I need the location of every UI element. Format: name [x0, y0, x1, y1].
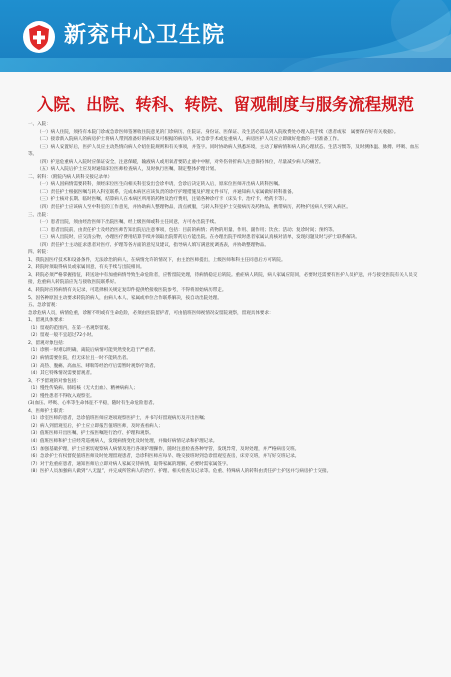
document-body — [28, 121, 426, 669]
document-title: 入院、出院、转科、转院、留观制度与服务流程规范 — [37, 95, 414, 114]
document-paragraph: （2）留观一般不宜超过72小时。 — [28, 333, 96, 339]
document-paragraph: （三）病人出院时，应交清公物，办理医疗费用结算手续并领取出院带药后方能出院。在办理出院手续时患者家属认真核对清单，发现问题及时与护士联系解决。 — [37, 235, 360, 241]
document-paragraph: （8）医护人员加强病人做到“八无温”，并完成所管病人的治疗、护理、相关检查及记录等。危重、特殊病人的转科由责任护士护送并与病房护士交接。 — [28, 469, 332, 475]
document-paragraph: （二）责任护士根据医嘱与转入科室联系，完成本病区应该负责的诊疗护理措施及护理文件书写，并通知病人家属做好转科准备。 — [37, 189, 297, 195]
document-paragraph: 4、医师护士职责： — [28, 408, 68, 414]
document-paragraph: （1）诊室医师的患者，急诊值班医师应逐项观察医护士，并书写好留观病历及开出医嘱； — [28, 416, 209, 422]
document-paragraph: （三）病人安置好后，医护人员应主动热情向病人介绍住院规则和有关事项，并签字。同时协助病人熟悉环境，主动了解病情和病人的心理状态、生活习惯等，及时测体温、脉搏、呼吸、血压等。 — [28, 144, 419, 158]
document-paragraph: （2）病情需要住院，但无床位且一时不能转出者。 — [28, 355, 131, 361]
document-paragraph: 一、入院： — [28, 122, 51, 127]
hospital-header-banner — [0, 0, 451, 72]
document-paragraph: （3）值班医师开出医嘱，护士按医嘱进行治疗、护理和观察。 — [28, 431, 154, 437]
document-paragraph: （3）高热、腹痛、高血压、哮喘等经治疗后需暂时观察疗效者。 — [28, 363, 159, 369]
document-paragraph: 3、不予留观的对象包括： — [28, 378, 81, 384]
document-paragraph: （2）病人到留观室后，护士应立即报告值班医师，及时查看病人； — [28, 423, 163, 429]
document-paragraph: 1、我院因医疗技术和设备条件，无法诊治的病人，在病情允许的情况下，由主治医师提出，上级医师和科主任同意后方可转院。 — [28, 257, 286, 263]
document-paragraph: （6）急诊护士有权督促值班医师及时处理留观患者，急诊科医师应每早、晚交接班时到急诊留观室查房，床旁交班，并写好交班记录。 — [28, 454, 300, 460]
document-paragraph: （7）对于危重症患者，通知医师后立即对病人家属交待病情，取得家属的理解，必要时需家属签字。 — [28, 461, 231, 467]
document-paragraph: 四、转院： — [28, 250, 51, 256]
hospital-name: 新兖中心卫生院 — [64, 23, 226, 48]
document-paragraph: （1）慢性传染病、肺结核（无大出血）、精神病病人； — [28, 386, 138, 392]
document-paragraph: （4）其它特殊情况需要留观者。 — [28, 371, 95, 377]
document-paragraph: （四）责任护士主动征求患者对医疗、护理等各方面的意见及建议，指导病人填写满意度调查表，并协助整理物品。 — [37, 242, 269, 248]
document-paragraph: （5）加强基础护理，护士应密切观察病人病情及进行各项护理操作，随时注意检查各种导管，发现异常，及时处理，并严格病房交班。 — [28, 446, 300, 452]
document-paragraph: （一）患者出院，须由经治医师下出院医嘱，经上级医师或科主任同意，方可办出院手续。 — [37, 220, 219, 226]
document-paragraph: 1、留观具体要求： — [28, 318, 68, 324]
document-paragraph: 2、转院时须取得病员或家属同意，有关手续与出院相同。 — [28, 265, 145, 271]
document-paragraph: （1）诊断一时难以明确，离院后病情可能突然变化趋于严重者。 — [28, 348, 159, 354]
document-paragraph: 5、因各种原因主动要求转院的病人，由病人本人、家属或单位合作联系解决，按自动出院处理。 — [28, 295, 222, 301]
document-paragraph: 五、急诊留观： — [28, 303, 60, 309]
document-paragraph: （四）护送危重病人入院时应保证安全，注意保暖，输液病人或用氧者要防止液中中断，对外伤骨折病人注意保持体位，尽量减少病人的痛苦。 — [37, 159, 324, 165]
document-paragraph: （三）护士核对长期、临时医嘱，结算病人在本病区所用的药物及治疗费用，注销各种诊疗卡（床头卡、治疗卡、给药卡等）。 — [37, 197, 290, 203]
document-paragraph: （2）慢性患者不得收入观察室。 — [28, 393, 95, 399]
document-paragraph: 急诊危病人员，病情危重，诊断不明或有生命危险，必须由医院留护者，可由值班医师视情况安留院观察，留观具体要求： — [28, 310, 274, 316]
document-paragraph: （二）患者出院前，由责任护士及经治医师告知出院后注意事项，包括：目前的病情；药物的用量、作用、副作用；饮食；活动；复诊时间；预约等。 — [37, 227, 338, 233]
document-paragraph: 3、转院必须严格掌握指征，转送途中有加重病情导致生命危险者，应暂留院处理，待病情稳定后转院。重症病人转院，病人家属应陪同，必要时还需要有医护人员护送，并与接受医院有关人员交接，危重病人转院前应先与接收医院联系好。 — [28, 272, 418, 286]
document-paragraph: 4、转院时应将病情有关记录，可选择相关规定复印件提供给接收医院参考，不得将原始病历带走。 — [28, 288, 227, 294]
document-paragraph: （二）接诊新入院病人的病房护士将病人带到准备好的病床及可根据的病房内。对急诊手术或危重病人，病房医护人员应立即做好抢救的一切准备工作。 — [37, 137, 342, 143]
document-paragraph: （1）留观的范围内，在第一名观察留观。 — [28, 325, 113, 331]
document-paragraph: (3)血压、呼吸、心率等生命体征不平稳，随时有生命危险患者。 — [28, 401, 158, 407]
document-paragraph: （五）病人入院后护士应及时通知床位医师检查病人，及时执行医嘱，制定整体护理计划。 — [37, 167, 219, 173]
document-paragraph: 2、留观对象包括： — [28, 340, 68, 346]
header-stripe — [0, 58, 451, 72]
document-paragraph: 二、转科：（附院内病人转科交接记录单） — [28, 174, 113, 180]
red-cross-shield-icon — [22, 20, 56, 54]
document-paragraph: （一）病人住院，须持有本院门诊或急诊医师签署收住院意见的门诊病历、住院证、身份证、医保证、及生活必需品到入院收费处办理入院手续（患者或家 属要保存好有关收据）。 — [37, 129, 399, 135]
document-paragraph: （4）值班医师和护士应经常巡视病人，发现病情变化及时处理，并做好病情记录和护理记录。 — [28, 438, 218, 444]
document-paragraph: （四）责任护士应该病人至中科室的工作意见，并协助病人整理物品，清点被服，与转入科室护士交接病历及药物品，携带病历，药物护送病人至转入病区。 — [37, 205, 351, 211]
document-paragraph: 三、出院： — [28, 212, 51, 218]
document-paragraph: （一）病人因病情需要转科，须经床位医生向相关科室发出会诊申请，会诊后决定转入后，原床位医师开出病人转科医嘱。 — [37, 182, 283, 188]
